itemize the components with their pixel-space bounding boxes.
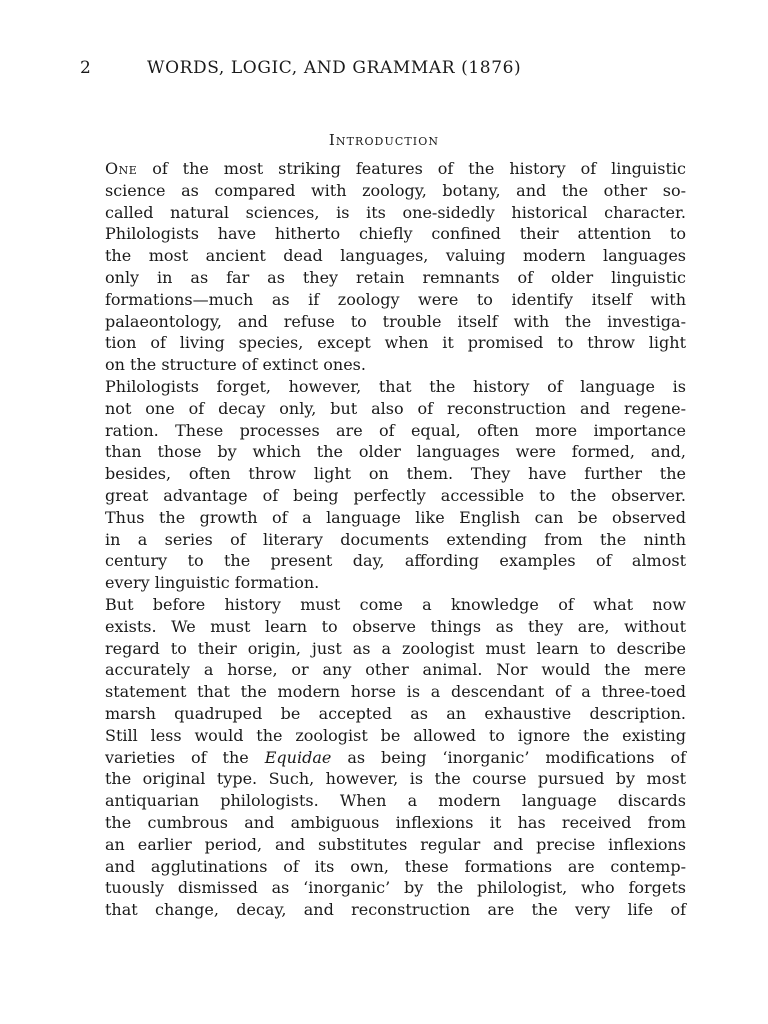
running-title: WORDS, LOGIC, AND GRAMMAR (1876) [147, 58, 522, 78]
running-head [80, 58, 680, 82]
text-line: But before history must come a knowledge of what now [105, 594, 686, 614]
text-line: besides, often throw light on them. They have further the [105, 464, 686, 484]
text-line: tuously dismissed as ‘inorganic’ by the philologist, who forgets [105, 878, 686, 898]
paragraph-1 [84, 158, 686, 376]
text-line: Philologists forget, however, that the history of language is [105, 376, 686, 396]
text-line: One of the most striking features of the history of linguistic [105, 159, 686, 178]
paragraph-3 [84, 594, 686, 921]
text-line: formations—much as if zoology were to identify itself with [105, 289, 686, 309]
text-line: century to the present day, affording examples of almost [105, 551, 686, 571]
paragraph-2 [84, 376, 686, 594]
text-line: Thus the growth of a language like English can be observed [105, 507, 686, 527]
text-line: every linguistic formation. [105, 573, 320, 593]
text-line: Philologists have hitherto chiefly confined their attention to [105, 224, 686, 244]
page-number: 2 [80, 58, 92, 78]
text-line: than those by which the older languages were formed, and, [105, 442, 686, 462]
text-line: marsh quadruped be accepted as an exhaustive description. [105, 703, 686, 723]
text-line: an earlier period, and substitutes regular and precise inflexions [105, 834, 686, 854]
text-line: that change, decay, and reconstruction are the very life of [105, 900, 686, 920]
text-line: science as compared with zoology, botany, and the other so- [105, 180, 686, 200]
italic-term: Equidae [264, 747, 332, 767]
text-line: tion of living species, except when it promised to throw light [105, 333, 686, 353]
text-line: ration. These processes are of equal, often more importance [105, 420, 686, 440]
text-line: Still less would the zoologist be allowed to ignore the existing [105, 725, 686, 745]
text-line: varieties of the Equidae as being ‘inorganic’ modifications of [105, 747, 686, 767]
text-line: not one of decay only, but also of reconstruction and regene- [105, 398, 686, 418]
text-line: statement that the modern horse is a descendant of a three-toed [105, 682, 686, 702]
body-text [84, 158, 686, 921]
text-line: accurately a horse, or any other animal. Nor would the mere [105, 660, 686, 680]
text-line: the original type. Such, however, is the course pursued by most [105, 769, 686, 789]
text-line: palaeontology, and refuse to trouble itself with the investiga- [105, 311, 686, 331]
text-line: on the structure of extinct ones. [105, 355, 366, 375]
text-line: and agglutinations of its own, these formations are contemp- [105, 856, 686, 876]
text-line: called natural sciences, is its one-sidedly historical character. [105, 202, 686, 222]
text-line: great advantage of being perfectly accessible to the observer. [105, 485, 686, 505]
text-line: in a series of literary documents extending from the ninth [105, 529, 686, 549]
section-heading: Introduction [328, 131, 440, 149]
text-line: only in as far as they retain remnants of older linguistic [105, 267, 686, 287]
text-line: the cumbrous and ambiguous inflexions it has received from [105, 812, 686, 832]
text-line: antiquarian philologists. When a modern language discards [105, 791, 686, 811]
drop-lead-word: One [105, 159, 138, 178]
text-line: the most ancient dead languages, valuing modern languages [105, 246, 686, 266]
text-line: regard to their origin, just as a zoologist must learn to describe [105, 638, 686, 658]
text-line: exists. We must learn to observe things as they are, without [105, 616, 686, 636]
